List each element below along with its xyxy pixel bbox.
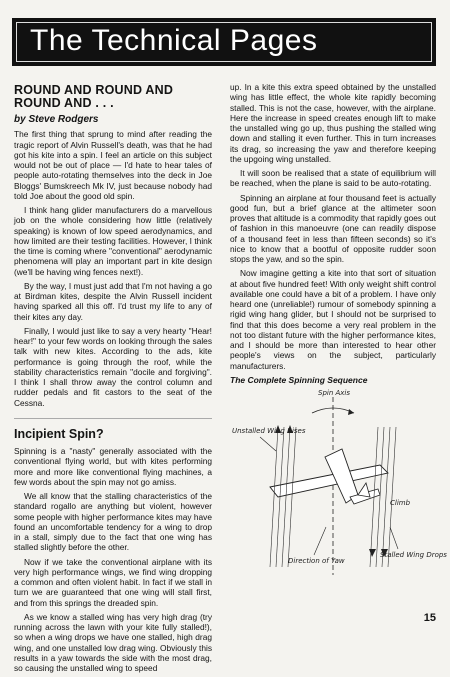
left-column xyxy=(14,82,212,677)
body-paragraph: As we know a stalled wing has very high drag (try running across the lawn with your kite fully stalled!), so when a wing drops we have one stalled, high drag wing, and one unstalled low drag wing. Obviously this results in a yaw towards the side with the most drag, so causing the unstalled wing to speed xyxy=(14,611,212,673)
stalled-label-leader xyxy=(390,527,398,549)
body-paragraph: I think hang glider manufacturers do a marvellous job on the whole considering how little (relatively speaking) is known of low speed aerodynamics, and how limited are their testing facilities. However, I think the time is coming where "conventional" aerodynamic phenomena will play an important part in kite design (we'll be having wing fences next!). xyxy=(14,205,212,277)
article-byline: by Steve Rodgers xyxy=(14,114,99,125)
body-paragraph: Now imagine getting a kite into that sort of situation at about five hundred feet! With only weight shift control available one could have a bit of a problem. I have only heard one (unreliable!) rumour of somebody spinning a rigid wing hang glider, but I should not be surprised to find that this does become a very real problem in the not too distant future with the higher performance kites, and I should be more than interested to hear other people's views on the subject, particularly manufacturers. xyxy=(230,268,436,371)
spin-axis-label: Spin Axis xyxy=(318,389,351,397)
climb-label: Climb xyxy=(390,499,411,507)
spinning-sequence-diagram xyxy=(230,387,447,583)
stalled-wing-label: Stalled Wing Drops xyxy=(380,551,447,559)
direction-of-yaw-label: Direction of Yaw xyxy=(288,557,345,565)
page-number: 15 xyxy=(423,612,436,624)
airflow-lines-stalled xyxy=(370,427,396,567)
body-paragraph: The first thing that sprung to mind after reading the tragic report of Alvin Russell's death, was that he had got his kite into a spin. I feel an article on this subject would not be out of place — I'd hate to hear tales of people auto-rotating themselves into the deck in Joe Bloggs' Bumskreech Mk IV, just because nobody had told Joe about the good old spin. xyxy=(14,129,212,201)
unstalled-label-leader xyxy=(260,437,276,451)
body-paragraph: Spinning an airplane at four thousand feet is actually good fun, but a brief glance at the altimeter soon proves that altitude is a commodity that rapidly goes out of fashion in this manoeuvre (one can readily dispose of a thousand feet in less than fifteen seconds) so it's nice to know that a bootful of opposite rudder soon stops the yaw, and so the spin. xyxy=(230,192,436,264)
body-paragraph: Spinning is a "nasty" generally associated with the conventional flying world, but with kites performing more and more like conventional flying machines, a few words about the spin may not go amiss. xyxy=(14,446,212,487)
unstalled-wing-label: Unstalled Wing Rises xyxy=(232,427,306,435)
article-title: ROUND AND ROUND AND ROUND AND . . . xyxy=(14,83,174,110)
rotation-arrowhead xyxy=(348,409,354,415)
page-title: The Technical Pages xyxy=(30,24,318,57)
body-paragraph: We all know that the stalling characteristics of the standard rogallo are anything but violent, however some people with higher performance kites may have found an uncomfortable tendency for a wing to drop in a stall, simply due to the fact that one wing has stalled slightly before the other. xyxy=(14,491,212,553)
body-paragraph: By the way, I must just add that I'm not having a go at Birdman kites, despite the Alvin Russell incident having sparked all this off. I'd trust my life to any of their kites any day. xyxy=(14,280,212,322)
plane-fin xyxy=(358,483,370,497)
section-heading: Incipient Spin? xyxy=(14,418,212,439)
figure-caption: The Complete Spinning Sequence xyxy=(230,374,368,385)
yaw-leader xyxy=(314,527,326,555)
header-banner xyxy=(12,18,436,66)
body-paragraph: Now if we take the conventional airplane with its very high performance wings, we find wing dropping a common and often violent habit. In fact if we stall in turn we are guaranteed that one wing will stall first, and from this springs the dreaded spin. xyxy=(14,556,212,608)
body-paragraph: It will soon be realised that a state of equilibrium will be reached, when the plane is said to be auto-rotating. xyxy=(230,168,436,189)
body-paragraph: Finally, I would just like to say a very hearty "Hear! hear!" to your few words on looking through the sales talk with new kites. According to the ads, kite performance is going through the roof, while the stability characteristics remain "docile and forgiving". I think I shall throw away the control column and rudder pedals and fit castors to the seat of the Cessna. xyxy=(14,325,212,408)
airflow-lines-unstalled xyxy=(270,427,296,567)
body-paragraph: up. In a kite this extra speed obtained by the unstalled wing has little effect, the whole kite rapidly becoming stalled. This is not the case, however, with the airplane. Here the increase in speed creates enough lift to make the unstalled wing go up, thus pushing the stalled wing down and stalling it even further. This in turn increases its drag, so increasing the yaw and therefore keeping the upgoing wing unstalled. xyxy=(230,82,436,164)
right-column xyxy=(230,82,447,583)
